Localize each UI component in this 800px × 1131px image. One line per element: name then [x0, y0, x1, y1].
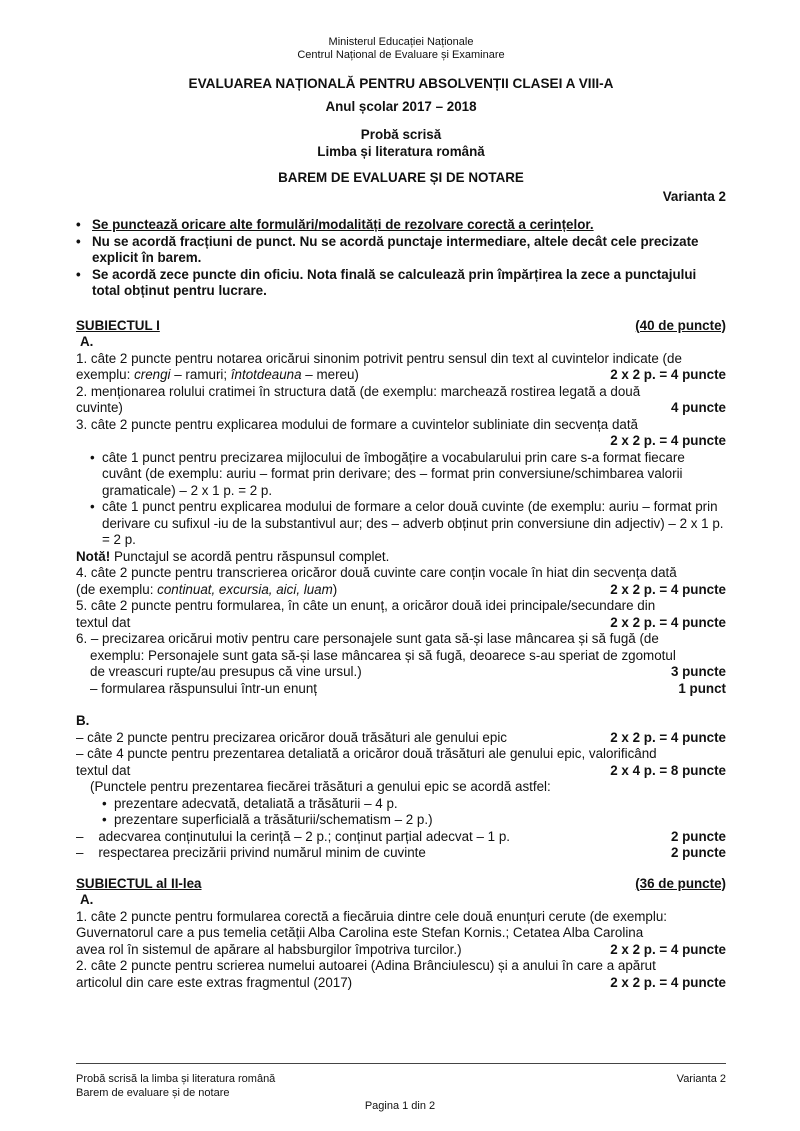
exam-title: EVALUAREA NAȚIONALĂ PENTRU ABSOLVENȚII CLASEI A VIII-A — [188, 76, 614, 91]
note: Notă! Punctajul se acordă pentru răspunsul complet. — [76, 548, 390, 564]
sub-bullet: • câte 1 punct pentru precizarea mijlocului de îmbogățire a vocabularului prin care s-a format fiecare cuvânt (de exemplu: auriu – format prin derivare; des – format prin conversiune/schimbarea valorii gramaticale) – 2 x 1 p. = 2 p. — [90, 449, 685, 498]
school-year: Anul școlar 2017 – 2018 — [325, 98, 477, 114]
rule-item: • Nu se acordă fracțiuni de punct. Nu se acordă punctaje intermediare, altele decât cele precizate explicit în barem. — [76, 233, 699, 265]
proba: Probă scrisă — [360, 127, 442, 142]
b-item-1: – câte 2 puncte pentru precizarea oricăror două trăsături ale genului epic 2 x 2 p. = 4 puncte — [76, 729, 726, 745]
item-3: 3. câte 2 puncte pentru explicarea modului de formare a cuvintelor subliniate din secvența dată 2 x 2 p. = 4 puncte • câte 1 punct pentru precizarea mijlocului de îmbogățire a vocabularului prin care s-a format fiecare cuvânt (de exemplu: auriu – format prin derivare; des – format prin conversiune/schimbarea valorii gramaticale) – 2 x 1 p. = 2 p. • câte 1 punct pentru explicarea modului de formare a celor două cuvinte (de exemplu: auriu – format prin derivare cu sufixul -iu de la substantivul aur; des – adverb obținut prin conversiune din adjectiv) – 2 x 1 p. = 2 p. — [76, 416, 726, 547]
center-name: Centrul Național de Evaluare și Examinare — [297, 49, 505, 61]
sub-bullet: • prezentare adecvată, detaliată a trăsăturii – 4 p. — [102, 795, 398, 811]
item-6: 6. – precizarea oricărui motiv pentru care personajele sunt gata să-și lase mâncarea și să fugă (de exemplu: Personajele sunt gata să-și lase mâncarea și să fugă, deoarece s-au speriat de zgomotul de vreascuri rupte/au presupus că vine ursul.) 3 puncte – formularea răspunsului într-un enunț 1 punct — [76, 631, 726, 696]
section-header-1: SUBIECTUL I (40 de puncte) — [76, 317, 726, 333]
b-item-4: – respectarea precizării privind numărul minim de cuvinte 2 puncte — [76, 845, 726, 860]
s2-item-2: 2. câte 2 puncte pentru scrierea numelui autoarei (Adina Brânciulescu) și a anului în care a apărut articolul din care este extras fragmentul (2017) 2 x 2 p. = 4 puncte — [76, 958, 726, 990]
rule-item: • Se punctează oricare alte formulări/modalități de rezolvare corectă a cerințelor. — [76, 217, 594, 232]
footer-left-2: Barem de evaluare și de notare — [76, 1087, 230, 1099]
page-number: Pagina 1 din 2 — [364, 1100, 436, 1112]
s2-item-1: 1. câte 2 puncte pentru formularea corectă a fiecăruia dintre cele două enunțuri cerute (de exemplu: Guvernatorul care a pus temelia cetății Alba Carolina este Stefan Kornis.; Cetatea Alba Carolina avea rol în sistemul de apărare al habsburgilor împotriva turcilor.) 2 x 2 p. = 4 puncte — [76, 908, 726, 957]
subject-name: Limba și literatura română — [317, 143, 485, 159]
item-5: 5. câte 2 puncte pentru formularea, în câte un enunț, a oricăror două idei principale/secundare din textul dat 2 x 2 p. = 4 puncte — [76, 598, 726, 630]
part-b-label: B. — [76, 713, 90, 728]
sub-bullet: • prezentare superficială a trăsăturii/schematism – 2 p.) — [102, 812, 433, 827]
rule-item: • Se acordă zece puncte din oficiu. Nota finală se calculează prin împărțirea la zece a punctajului total obținut pentru lucrare. — [76, 266, 697, 298]
page-footer — [76, 1063, 726, 1100]
variant-label: Varianta 2 — [662, 188, 726, 204]
part-a-label: A. — [80, 334, 94, 349]
barem-title: BAREM DE EVALUARE ȘI DE NOTARE — [278, 170, 524, 185]
footer-variant: Varianta 2 — [676, 1073, 726, 1085]
document-page — [76, 36, 726, 991]
b-item-2: – câte 4 puncte pentru prezentarea detaliată a oricăror două trăsături ale genului epic, valorificând textul dat 2 x 4 p. = 8 puncte (Punctele pentru prezentarea fiecărei trăsături a genului epic se acordă astfel: • prezentare adecvată, detaliată a trăsăturii – 4 p. • prezentare superficială a trăsăturii/schematism – 2 p.) — [76, 746, 726, 827]
item-4: 4. câte 2 puncte pentru transcrierea oricăror două cuvinte care conțin vocale în hiat din secvența dată (de exemplu: continuat, excursia, aici, luam) 2 x 2 p. = 4 puncte — [76, 565, 726, 597]
part-a-label: A. — [80, 892, 94, 907]
item-1: 1. câte 2 puncte pentru notarea oricărui sinonim potrivit pentru sensul din text al cuvintelor indicate (de exemplu: crengi – ramuri; întotdeauna – mereu) 2 x 2 p. = 4 puncte — [76, 350, 726, 382]
item-2: 2. menționarea rolului cratimei în structura dată (de exemplu: marchează rostirea legată a două cuvinte) 4 puncte — [76, 383, 726, 415]
sub-bullet: • câte 1 punct pentru explicarea modului de formare a celor două cuvinte (de exemplu: auriu – format prin derivare cu sufixul -iu de la substantivul aur; des – adverb obținut prin conversiune din adjectiv) – 2 x 1 p. = 2 p. — [90, 499, 724, 547]
b-item-3: – adecvarea conținutului la cerință – 2 p.; conținut parțial adecvat – 1 p. 2 puncte — [76, 828, 726, 844]
ministry-name: Ministerul Educației Naționale — [328, 36, 474, 48]
footer-left-1: Probă scrisă la limba și literatura română — [76, 1073, 276, 1085]
section-header-2: SUBIECTUL al II-lea (36 de puncte) — [76, 875, 726, 891]
